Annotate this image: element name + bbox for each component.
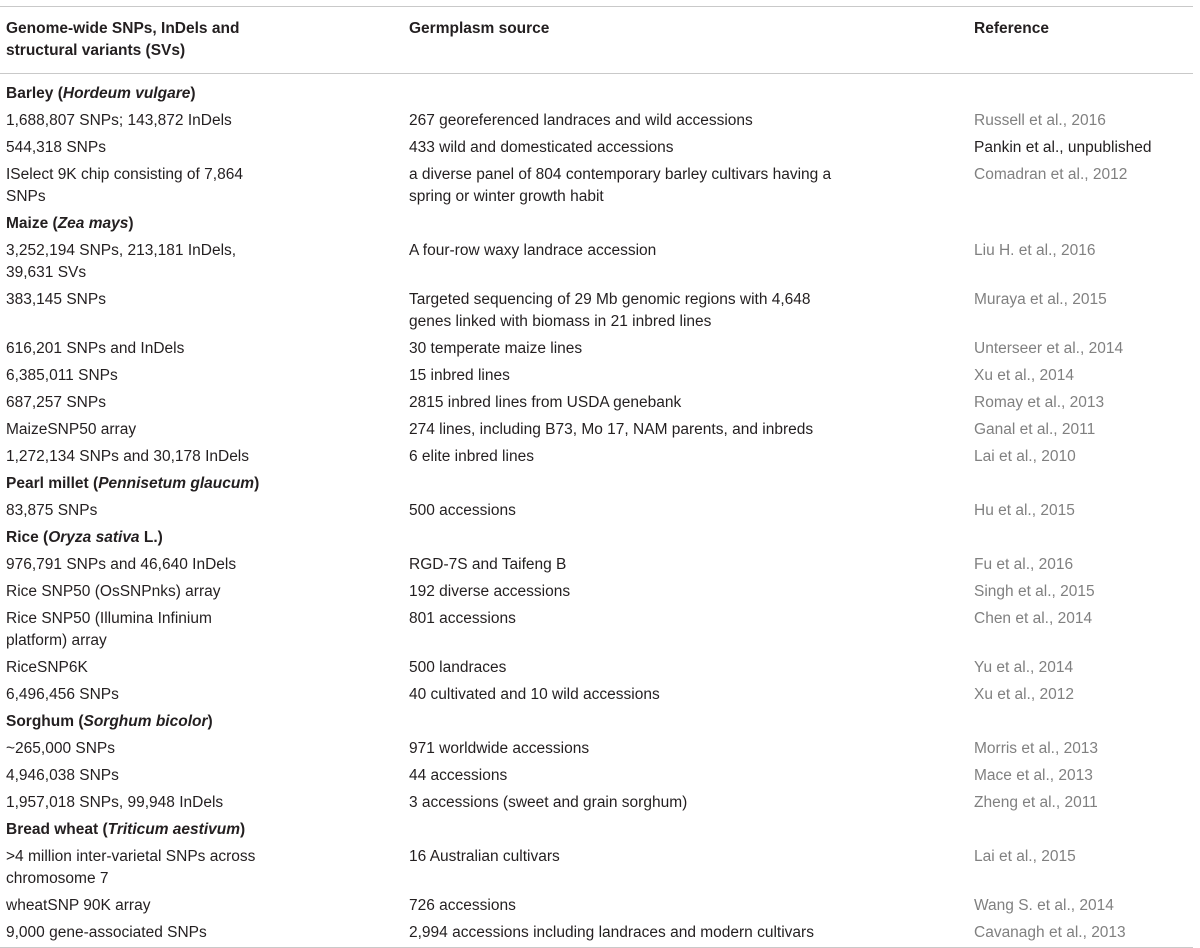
table-row — [0, 682, 1193, 709]
reference-cell — [968, 238, 1193, 287]
section-row — [0, 211, 1193, 238]
source-cell — [403, 363, 968, 390]
crop-suffix: ) — [240, 821, 246, 838]
variants-cell — [0, 790, 403, 817]
section-title — [0, 74, 1193, 108]
source-cell — [403, 655, 968, 682]
source-cell-text: Targeted sequencing of 29 Mb genomic regions with 4,648 genes linked with biomass in 21 inbred lines — [409, 291, 811, 330]
variants-cell — [0, 287, 403, 336]
reference-cell — [968, 606, 1193, 655]
source-cell — [403, 893, 968, 920]
section-title — [0, 525, 1193, 552]
table-row — [0, 736, 1193, 763]
section-row — [0, 471, 1193, 498]
variants-cell — [0, 498, 403, 525]
table-row — [0, 920, 1193, 948]
variants-cell — [0, 763, 403, 790]
table-row — [0, 893, 1193, 920]
variants-cell-text: 1,688,807 SNPs; 143,872 InDels — [6, 112, 232, 129]
source-cell — [403, 417, 968, 444]
variants-cell-text: 976,791 SNPs and 46,640 InDels — [6, 556, 237, 573]
reference-cell-text: Xu et al., 2014 — [974, 367, 1074, 384]
variants-cell-text: 544,318 SNPs — [6, 139, 106, 156]
source-cell-text: 971 worldwide accessions — [409, 740, 590, 757]
variants-cell — [0, 363, 403, 390]
reference-cell — [968, 498, 1193, 525]
variants-cell-text: 9,000 gene-associated SNPs — [6, 924, 207, 941]
species-name: Oryza sativa — [48, 529, 140, 546]
variants-cell-text: 4,946,038 SNPs — [6, 767, 119, 784]
variants-cell-text: 1,957,018 SNPs, 99,948 InDels — [6, 794, 224, 811]
crop-name: Maize ( — [6, 215, 58, 232]
table-row — [0, 135, 1193, 162]
reference-cell — [968, 893, 1193, 920]
source-cell-text: A four-row waxy landrace accession — [409, 242, 657, 259]
source-cell-text: 192 diverse accessions — [409, 583, 571, 600]
crop-name: Rice ( — [6, 529, 49, 546]
reference-cell-text: Zheng et al., 2011 — [974, 794, 1098, 811]
source-cell-text: 40 cultivated and 10 wild accessions — [409, 686, 660, 703]
variants-cell — [0, 417, 403, 444]
table-header — [0, 7, 1193, 74]
source-cell — [403, 336, 968, 363]
crop-suffix: ) — [254, 475, 260, 492]
table-row — [0, 763, 1193, 790]
source-cell-text: a diverse panel of 804 contemporary barley cultivars having a spring or winter growth habit — [409, 166, 832, 205]
reference-cell-text: Unterseer et al., 2014 — [974, 340, 1124, 357]
species-name: Sorghum bicolor — [83, 713, 208, 730]
source-cell-text: 2,994 accessions including landraces and modern cultivars — [409, 924, 814, 941]
reference-cell — [968, 162, 1193, 211]
source-cell-text: 16 Australian cultivars — [409, 848, 560, 865]
variants-cell-text: ~265,000 SNPs — [6, 740, 116, 757]
section-title — [0, 471, 1193, 498]
reference-cell — [968, 444, 1193, 471]
table-row — [0, 363, 1193, 390]
variants-cell-text: 616,201 SNPs and InDels — [6, 340, 185, 357]
source-cell — [403, 498, 968, 525]
reference-cell-text: Mace et al., 2013 — [974, 767, 1093, 784]
table-row — [0, 790, 1193, 817]
reference-cell-text: Wang S. et al., 2014 — [974, 897, 1114, 914]
reference-cell-text: Lai et al., 2015 — [974, 848, 1076, 865]
table-row — [0, 336, 1193, 363]
crop-name: Barley ( — [6, 85, 63, 102]
source-cell-text: 500 landraces — [409, 659, 507, 676]
reference-cell-text: Pankin et al., unpublished — [974, 139, 1152, 156]
source-cell-text: 2815 inbred lines from USDA genebank — [409, 394, 682, 411]
source-cell — [403, 736, 968, 763]
source-cell-text: RGD-7S and Taifeng B — [409, 556, 567, 573]
reference-cell — [968, 390, 1193, 417]
header-reference: Reference — [974, 20, 1049, 37]
table-row — [0, 444, 1193, 471]
variants-cell-text: 6,496,456 SNPs — [6, 686, 119, 703]
section-row — [0, 74, 1193, 108]
variants-cell-text: 687,257 SNPs — [6, 394, 106, 411]
source-cell-text: 44 accessions — [409, 767, 508, 784]
source-cell — [403, 920, 968, 948]
reference-cell-text: Liu H. et al., 2016 — [974, 242, 1096, 259]
reference-cell-text: Chen et al., 2014 — [974, 610, 1093, 627]
section-title — [0, 211, 1193, 238]
reference-cell-text: Romay et al., 2013 — [974, 394, 1105, 411]
variants-cell — [0, 844, 403, 893]
reference-cell — [968, 363, 1193, 390]
reference-cell — [968, 417, 1193, 444]
variants-cell — [0, 238, 403, 287]
variants-cell-text: RiceSNP6K — [6, 659, 88, 676]
crop-suffix: ) — [190, 85, 196, 102]
reference-cell — [968, 108, 1193, 135]
variants-cell — [0, 736, 403, 763]
variants-cell-text: ISelect 9K chip consisting of 7,864 SNPs — [6, 166, 243, 205]
source-cell — [403, 844, 968, 893]
crop-suffix: L.) — [139, 529, 163, 546]
variants-cell — [0, 390, 403, 417]
variants-cell — [0, 552, 403, 579]
species-name: Hordeum vulgare — [62, 85, 191, 102]
source-cell — [403, 790, 968, 817]
table-row — [0, 844, 1193, 893]
source-cell — [403, 579, 968, 606]
source-cell-text: 30 temperate maize lines — [409, 340, 583, 357]
source-cell-text: 801 accessions — [409, 610, 516, 627]
variants-cell-text: 6,385,011 SNPs — [6, 367, 118, 384]
variants-cell — [0, 162, 403, 211]
table-row — [0, 552, 1193, 579]
species-name: Triticum aestivum — [107, 821, 241, 838]
source-cell — [403, 162, 968, 211]
variants-cell — [0, 606, 403, 655]
table-row — [0, 417, 1193, 444]
source-cell-text: 500 accessions — [409, 502, 516, 519]
section-row — [0, 525, 1193, 552]
reference-cell — [968, 736, 1193, 763]
table-row — [0, 108, 1193, 135]
header-row — [0, 7, 1193, 74]
source-cell — [403, 390, 968, 417]
table-row — [0, 498, 1193, 525]
source-cell-text: 15 inbred lines — [409, 367, 510, 384]
source-cell-text: 6 elite inbred lines — [409, 448, 534, 465]
table-row — [0, 238, 1193, 287]
table-body — [0, 74, 1193, 948]
source-cell — [403, 108, 968, 135]
source-cell-text: 3 accessions (sweet and grain sorghum) — [409, 794, 688, 811]
crop-name: Pearl millet ( — [6, 475, 99, 492]
crop-name: Bread wheat ( — [6, 821, 108, 838]
crop-name: Sorghum ( — [6, 713, 84, 730]
variants-cell — [0, 579, 403, 606]
reference-cell-text: Yu et al., 2014 — [974, 659, 1074, 676]
variants-cell — [0, 682, 403, 709]
reference-cell — [968, 287, 1193, 336]
reference-cell — [968, 682, 1193, 709]
source-cell — [403, 238, 968, 287]
variants-cell — [0, 444, 403, 471]
reference-cell — [968, 552, 1193, 579]
variants-cell — [0, 920, 403, 948]
source-cell — [403, 682, 968, 709]
reference-cell — [968, 336, 1193, 363]
table-row — [0, 390, 1193, 417]
table-row — [0, 162, 1193, 211]
reference-cell-text: Lai et al., 2010 — [974, 448, 1076, 465]
reference-cell-text: Comadran et al., 2012 — [974, 166, 1128, 183]
section-title — [0, 709, 1193, 736]
section-title — [0, 817, 1193, 844]
source-cell-text: 267 georeferenced landraces and wild accessions — [409, 112, 753, 129]
variants-cell — [0, 135, 403, 162]
reference-cell-text: Cavanagh et al., 2013 — [974, 924, 1126, 941]
variants-cell — [0, 336, 403, 363]
reference-cell-text: Morris et al., 2013 — [974, 740, 1099, 757]
reference-cell — [968, 135, 1193, 162]
source-cell-text: 433 wild and domesticated accessions — [409, 139, 674, 156]
variants-cell-text: Rice SNP50 (Illumina Infinium platform) array — [6, 610, 212, 649]
section-row — [0, 709, 1193, 736]
species-name: Zea mays — [57, 215, 129, 232]
species-name: Pennisetum glaucum — [98, 475, 255, 492]
reference-cell-text: Fu et al., 2016 — [974, 556, 1074, 573]
reference-cell — [968, 579, 1193, 606]
variants-cell-text: Rice SNP50 (OsSNPnks) array — [6, 583, 221, 600]
source-cell — [403, 606, 968, 655]
variants-cell-text: 383,145 SNPs — [6, 291, 106, 308]
source-cell-text: 726 accessions — [409, 897, 516, 914]
reference-cell — [968, 655, 1193, 682]
table-row — [0, 606, 1193, 655]
source-cell — [403, 763, 968, 790]
crop-suffix: ) — [207, 713, 213, 730]
germplasm-table — [0, 6, 1193, 948]
header-source: Germplasm source — [409, 20, 550, 37]
variants-cell-text: 83,875 SNPs — [6, 502, 98, 519]
reference-cell-text: Russell et al., 2016 — [974, 112, 1106, 129]
variants-cell-text: >4 million inter-varietal SNPs across chromosome 7 — [6, 848, 256, 887]
reference-cell-text: Ganal et al., 2011 — [974, 421, 1096, 438]
table-row — [0, 579, 1193, 606]
reference-cell-text: Xu et al., 2012 — [974, 686, 1074, 703]
variants-cell — [0, 655, 403, 682]
reference-cell-text: Hu et al., 2015 — [974, 502, 1075, 519]
source-cell — [403, 287, 968, 336]
reference-cell — [968, 790, 1193, 817]
variants-cell — [0, 108, 403, 135]
crop-suffix: ) — [128, 215, 134, 232]
source-cell — [403, 135, 968, 162]
variants-cell — [0, 893, 403, 920]
variants-cell-text: 1,272,134 SNPs and 30,178 InDels — [6, 448, 250, 465]
variants-cell-text: MaizeSNP50 array — [6, 421, 137, 438]
reference-cell-text: Muraya et al., 2015 — [974, 291, 1107, 308]
table-row — [0, 655, 1193, 682]
source-cell-text: 274 lines, including B73, Mo 17, NAM parents, and inbreds — [409, 421, 814, 438]
source-cell — [403, 552, 968, 579]
reference-cell — [968, 920, 1193, 948]
header-variants: Genome-wide SNPs, InDels and structural variants (SVs) — [6, 20, 240, 59]
variants-cell-text: 3,252,194 SNPs, 213,181 InDels, 39,631 SVs — [6, 242, 237, 281]
reference-cell — [968, 844, 1193, 893]
reference-cell-text: Singh et al., 2015 — [974, 583, 1095, 600]
section-row — [0, 817, 1193, 844]
variants-cell-text: wheatSNP 90K array — [6, 897, 151, 914]
reference-cell — [968, 763, 1193, 790]
table-row — [0, 287, 1193, 336]
source-cell — [403, 444, 968, 471]
